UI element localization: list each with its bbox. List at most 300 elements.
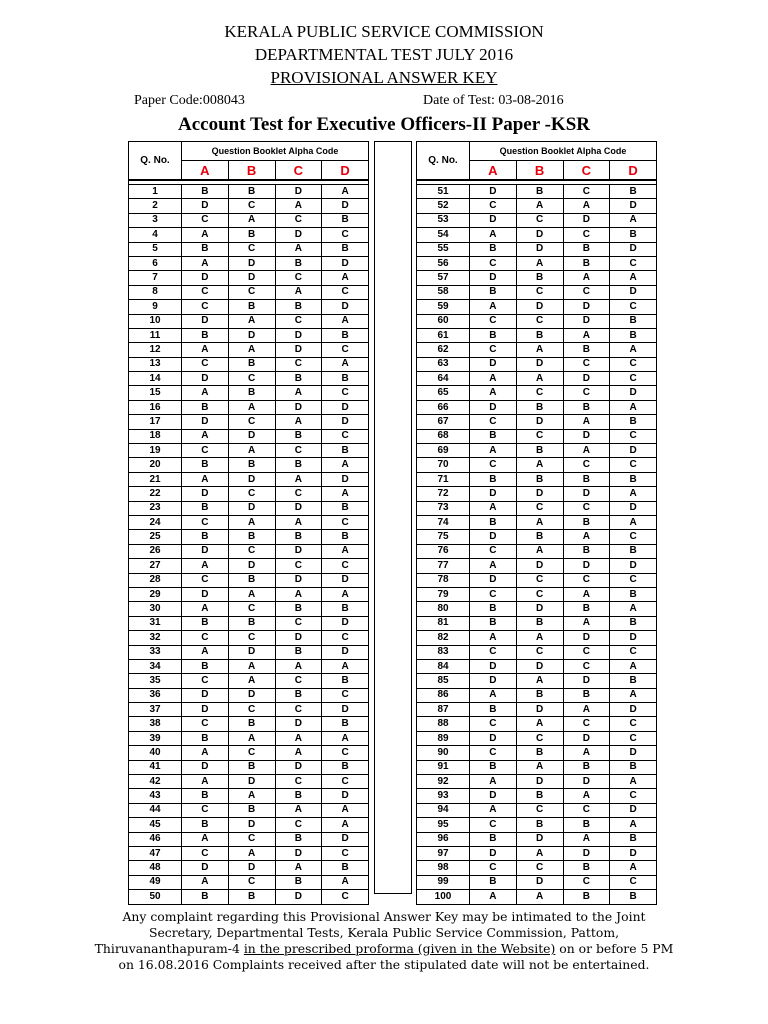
answer-cell: D xyxy=(563,559,610,573)
answer-cell: D xyxy=(275,185,322,199)
answer-cell: A xyxy=(610,213,657,227)
question-number: 64 xyxy=(417,372,470,386)
answer-cell: B xyxy=(275,789,322,803)
answer-cell: A xyxy=(563,271,610,285)
question-number: 97 xyxy=(417,846,470,860)
answer-cell: D xyxy=(516,875,563,889)
table-row xyxy=(417,717,657,731)
answer-cell: B xyxy=(470,429,517,443)
table-row xyxy=(417,803,657,817)
answer-cell: D xyxy=(470,185,517,199)
answer-cell: A xyxy=(516,674,563,688)
answer-cell: B xyxy=(322,242,369,256)
answer-cell: C xyxy=(322,846,369,860)
question-number: 61 xyxy=(417,328,470,342)
question-number: 2 xyxy=(129,199,182,213)
answer-cell: D xyxy=(228,271,275,285)
answer-cell: D xyxy=(182,587,229,601)
answer-cell: B xyxy=(228,717,275,731)
answer-cell: C xyxy=(228,875,275,889)
question-number: 43 xyxy=(129,789,182,803)
answer-cell: D xyxy=(563,213,610,227)
answer-cell: B xyxy=(228,530,275,544)
answer-cell: C xyxy=(322,429,369,443)
table-row xyxy=(129,328,369,342)
table-row xyxy=(129,386,369,400)
answer-cell: D xyxy=(516,487,563,501)
answer-cell: B xyxy=(516,472,563,486)
answer-cell: A xyxy=(610,602,657,616)
table-row xyxy=(417,400,657,414)
answer-cell: D xyxy=(470,731,517,745)
question-number: 3 xyxy=(129,213,182,227)
answer-cell: B xyxy=(610,472,657,486)
answer-cell: D xyxy=(228,645,275,659)
answer-cell: D xyxy=(228,559,275,573)
answer-cell: B xyxy=(470,875,517,889)
question-number: 82 xyxy=(417,631,470,645)
answer-cell: A xyxy=(228,314,275,328)
answer-cell: C xyxy=(182,357,229,371)
answer-cell: B xyxy=(275,300,322,314)
answer-cell: D xyxy=(563,487,610,501)
answer-cell: A xyxy=(182,228,229,242)
question-number: 1 xyxy=(129,185,182,199)
answer-cell: D xyxy=(228,688,275,702)
answer-cell: C xyxy=(275,487,322,501)
table-row xyxy=(129,890,369,904)
answer-cell: B xyxy=(322,530,369,544)
answer-cell: B xyxy=(610,832,657,846)
table-row xyxy=(129,400,369,414)
answer-cell: B xyxy=(516,530,563,544)
answer-cell: D xyxy=(322,400,369,414)
question-number: 86 xyxy=(417,688,470,702)
answer-cell: A xyxy=(563,530,610,544)
question-number: 44 xyxy=(129,803,182,817)
question-number: 8 xyxy=(129,285,182,299)
answer-cell: D xyxy=(228,775,275,789)
table-row xyxy=(129,357,369,371)
table-row xyxy=(129,343,369,357)
answer-cell: A xyxy=(322,587,369,601)
answer-cell: D xyxy=(470,573,517,587)
answer-cell: A xyxy=(228,731,275,745)
answer-cell: C xyxy=(470,415,517,429)
answer-cell: A xyxy=(182,343,229,357)
answer-cell: B xyxy=(516,400,563,414)
question-number: 36 xyxy=(129,688,182,702)
answer-cell: A xyxy=(322,803,369,817)
question-number: 59 xyxy=(417,300,470,314)
answer-cell: A xyxy=(228,674,275,688)
answer-cell: B xyxy=(182,242,229,256)
question-number: 12 xyxy=(129,343,182,357)
question-number: 40 xyxy=(129,746,182,760)
table-row xyxy=(129,256,369,270)
answer-cell: A xyxy=(182,775,229,789)
answer-cell: A xyxy=(228,343,275,357)
table-row xyxy=(417,631,657,645)
alpha-code-letter: C xyxy=(275,161,322,181)
answer-cell: A xyxy=(563,328,610,342)
table-row xyxy=(417,444,657,458)
answer-cell: A xyxy=(275,659,322,673)
question-number: 46 xyxy=(129,832,182,846)
answer-cell: C xyxy=(563,386,610,400)
answer-cell: A xyxy=(516,458,563,472)
answer-cell: D xyxy=(275,228,322,242)
answer-cell: A xyxy=(563,746,610,760)
table-row xyxy=(129,228,369,242)
question-number: 53 xyxy=(417,213,470,227)
question-number: 66 xyxy=(417,400,470,414)
table-row xyxy=(417,271,657,285)
table-row xyxy=(417,487,657,501)
answer-cell: C xyxy=(470,746,517,760)
question-number: 60 xyxy=(417,314,470,328)
question-number: 90 xyxy=(417,746,470,760)
question-number: 93 xyxy=(417,789,470,803)
table-row xyxy=(417,372,657,386)
answer-cell: D xyxy=(516,659,563,673)
answer-cell: B xyxy=(516,328,563,342)
answer-cell: B xyxy=(563,688,610,702)
table-row xyxy=(129,271,369,285)
question-number: 91 xyxy=(417,760,470,774)
table-row xyxy=(129,875,369,889)
answer-cell: A xyxy=(610,400,657,414)
answer-cell: C xyxy=(516,861,563,875)
table-row xyxy=(129,703,369,717)
question-number: 51 xyxy=(417,185,470,199)
answer-cell: A xyxy=(275,386,322,400)
question-number: 88 xyxy=(417,717,470,731)
answer-cell: A xyxy=(470,775,517,789)
answer-cell: D xyxy=(470,271,517,285)
answer-cell: D xyxy=(610,501,657,515)
answer-cell: B xyxy=(610,544,657,558)
table-row xyxy=(417,890,657,904)
answer-cell: C xyxy=(516,501,563,515)
answer-cell: B xyxy=(228,185,275,199)
table-row xyxy=(417,415,657,429)
table-row xyxy=(417,760,657,774)
answer-cell: B xyxy=(322,501,369,515)
table-row xyxy=(129,746,369,760)
question-number: 17 xyxy=(129,415,182,429)
answer-cell: B xyxy=(516,746,563,760)
answer-cell: B xyxy=(470,760,517,774)
answer-cell: D xyxy=(610,386,657,400)
table-row xyxy=(129,717,369,731)
question-number: 11 xyxy=(129,328,182,342)
answer-cell: C xyxy=(228,631,275,645)
table-row xyxy=(417,573,657,587)
answer-cell: B xyxy=(182,400,229,414)
answer-cell: C xyxy=(322,631,369,645)
answer-cell: B xyxy=(563,515,610,529)
answer-cell: C xyxy=(182,515,229,529)
answer-cell: A xyxy=(275,803,322,817)
question-number: 9 xyxy=(129,300,182,314)
answer-cell: B xyxy=(470,242,517,256)
question-number: 79 xyxy=(417,587,470,601)
answer-cell: B xyxy=(228,300,275,314)
question-number: 63 xyxy=(417,357,470,371)
answer-cell: A xyxy=(182,559,229,573)
table-row xyxy=(129,832,369,846)
answer-cell: A xyxy=(228,400,275,414)
answer-cell: D xyxy=(610,746,657,760)
table-row xyxy=(417,616,657,630)
answer-cell: C xyxy=(322,285,369,299)
table-divider xyxy=(374,141,412,894)
date-of-test: Date of Test: 03-08-2016 xyxy=(423,93,564,108)
table-row xyxy=(129,487,369,501)
answer-cell: B xyxy=(610,185,657,199)
table-row xyxy=(129,760,369,774)
question-number: 72 xyxy=(417,487,470,501)
answer-cell: B xyxy=(228,803,275,817)
answer-cell: A xyxy=(516,372,563,386)
answer-cell: D xyxy=(470,789,517,803)
answer-cell: B xyxy=(275,256,322,270)
question-number: 71 xyxy=(417,472,470,486)
table-row xyxy=(129,803,369,817)
answer-cell: B xyxy=(563,472,610,486)
question-number: 75 xyxy=(417,530,470,544)
answer-cell: D xyxy=(275,573,322,587)
answer-cell: A xyxy=(470,890,517,904)
answer-cell: A xyxy=(228,515,275,529)
question-number: 84 xyxy=(417,659,470,673)
question-number: 74 xyxy=(417,515,470,529)
table-row xyxy=(417,314,657,328)
answer-cell: C xyxy=(275,444,322,458)
answer-cell: A xyxy=(610,515,657,529)
question-number: 31 xyxy=(129,616,182,630)
table-row xyxy=(129,659,369,673)
answer-cell: C xyxy=(610,458,657,472)
table-row xyxy=(417,789,657,803)
answer-cell: D xyxy=(228,328,275,342)
answer-cell: A xyxy=(563,832,610,846)
answer-cell: A xyxy=(182,602,229,616)
question-number: 39 xyxy=(129,731,182,745)
answer-cell: D xyxy=(228,429,275,443)
answer-cell: B xyxy=(228,458,275,472)
answer-cell: C xyxy=(228,746,275,760)
answer-cell: C xyxy=(322,228,369,242)
answer-cell: B xyxy=(275,429,322,443)
answer-cell: B xyxy=(228,357,275,371)
answer-cell: B xyxy=(610,890,657,904)
answer-cell: B xyxy=(322,213,369,227)
answer-cell: A xyxy=(563,415,610,429)
question-number: 41 xyxy=(129,760,182,774)
question-number: 98 xyxy=(417,861,470,875)
question-number: 47 xyxy=(129,846,182,860)
answer-cell: C xyxy=(610,530,657,544)
answer-cell: A xyxy=(322,659,369,673)
table-row xyxy=(129,458,369,472)
table-row xyxy=(417,775,657,789)
answer-cell: C xyxy=(563,659,610,673)
answer-cell: C xyxy=(610,573,657,587)
question-number: 55 xyxy=(417,242,470,256)
answer-cell: C xyxy=(275,703,322,717)
table-row xyxy=(417,530,657,544)
table-row xyxy=(129,213,369,227)
answer-cell: B xyxy=(470,703,517,717)
answer-cell: C xyxy=(470,587,517,601)
answer-cell: C xyxy=(610,256,657,270)
answer-cell: C xyxy=(516,429,563,443)
answer-cell: D xyxy=(182,760,229,774)
table-row xyxy=(417,357,657,371)
answer-cell: A xyxy=(563,587,610,601)
table-row xyxy=(417,703,657,717)
answer-cell: B xyxy=(516,688,563,702)
answer-cell: B xyxy=(322,674,369,688)
table-row xyxy=(417,645,657,659)
alpha-code-letter: D xyxy=(322,161,369,181)
document-type xyxy=(0,68,768,88)
answer-cell: B xyxy=(563,890,610,904)
answer-cell: D xyxy=(182,199,229,213)
table-row xyxy=(417,285,657,299)
answer-cell: D xyxy=(470,487,517,501)
q-no-header: Q. No. xyxy=(417,142,470,181)
table-row xyxy=(129,674,369,688)
answer-cell: C xyxy=(563,717,610,731)
answer-cell: C xyxy=(182,803,229,817)
answer-cell: D xyxy=(563,372,610,386)
answer-cell: A xyxy=(470,372,517,386)
answer-cell: A xyxy=(322,271,369,285)
answer-cell: D xyxy=(563,731,610,745)
notice-text-2: on or before 5 PM on 16.08.2016 Complaints received after the stipulated date will not be entertained. xyxy=(118,941,674,972)
answer-cell: C xyxy=(228,285,275,299)
answer-cell: C xyxy=(322,746,369,760)
answer-cell: C xyxy=(275,314,322,328)
question-number: 56 xyxy=(417,256,470,270)
answer-cell: D xyxy=(228,256,275,270)
answer-cell: D xyxy=(322,832,369,846)
answer-cell: C xyxy=(228,703,275,717)
question-number: 92 xyxy=(417,775,470,789)
answer-cell: B xyxy=(470,328,517,342)
answer-cell: D xyxy=(610,285,657,299)
question-number: 4 xyxy=(129,228,182,242)
question-number: 32 xyxy=(129,631,182,645)
question-number: 77 xyxy=(417,559,470,573)
table-row xyxy=(129,645,369,659)
question-number: 30 xyxy=(129,602,182,616)
answer-cell: C xyxy=(275,674,322,688)
answer-cell: A xyxy=(275,285,322,299)
table-row xyxy=(129,242,369,256)
answer-cell: D xyxy=(516,242,563,256)
table-row xyxy=(417,832,657,846)
table-row xyxy=(129,199,369,213)
answer-cell: D xyxy=(322,256,369,270)
question-number: 48 xyxy=(129,861,182,875)
answer-cell: C xyxy=(563,185,610,199)
answer-cell: A xyxy=(516,631,563,645)
answer-cell: D xyxy=(322,616,369,630)
complaint-notice xyxy=(90,909,678,973)
answer-cell: C xyxy=(563,458,610,472)
table-row xyxy=(417,875,657,889)
answer-cell: B xyxy=(275,602,322,616)
q-no-header: Q. No. xyxy=(129,142,182,181)
paper-title: Account Test for Executive Officers-II Paper -KSR xyxy=(178,114,590,135)
answer-cell: B xyxy=(228,890,275,904)
answer-cell: A xyxy=(516,515,563,529)
answer-cell: C xyxy=(182,717,229,731)
alpha-code-letter: B xyxy=(516,161,563,181)
question-number: 28 xyxy=(129,573,182,587)
table-row xyxy=(129,544,369,558)
answer-cell: A xyxy=(470,501,517,515)
question-number: 80 xyxy=(417,602,470,616)
answer-cell: A xyxy=(470,228,517,242)
answer-cell: B xyxy=(275,372,322,386)
answer-cell: C xyxy=(322,775,369,789)
answer-cell: A xyxy=(182,832,229,846)
answer-cell: A xyxy=(610,659,657,673)
paper-code: Paper Code:008043 xyxy=(134,93,245,108)
answer-cell: C xyxy=(275,818,322,832)
table-row xyxy=(417,602,657,616)
answer-cell: A xyxy=(470,803,517,817)
answer-cell: C xyxy=(516,731,563,745)
answer-cell: C xyxy=(470,861,517,875)
answer-cell: A xyxy=(182,746,229,760)
answer-cell: A xyxy=(182,645,229,659)
answer-cell: B xyxy=(610,328,657,342)
answer-cell: D xyxy=(563,775,610,789)
answer-cell: A xyxy=(322,544,369,558)
question-number: 54 xyxy=(417,228,470,242)
question-number: 94 xyxy=(417,803,470,817)
answer-cell: C xyxy=(322,386,369,400)
table-row xyxy=(417,818,657,832)
answer-cell: B xyxy=(563,760,610,774)
answer-cell: D xyxy=(322,789,369,803)
answer-cell: A xyxy=(516,256,563,270)
answer-cell: A xyxy=(322,875,369,889)
table-row xyxy=(417,256,657,270)
answer-cell: A xyxy=(516,717,563,731)
answer-cell: A xyxy=(563,703,610,717)
answer-cell: D xyxy=(275,501,322,515)
answer-cell: A xyxy=(182,472,229,486)
question-number: 78 xyxy=(417,573,470,587)
question-number: 29 xyxy=(129,587,182,601)
table-row xyxy=(417,343,657,357)
question-number: 15 xyxy=(129,386,182,400)
table-row xyxy=(129,185,369,199)
answer-cell: D xyxy=(470,357,517,371)
answer-cell: D xyxy=(275,631,322,645)
question-number: 87 xyxy=(417,703,470,717)
answer-cell: C xyxy=(322,515,369,529)
answer-cell: A xyxy=(322,185,369,199)
question-number: 69 xyxy=(417,444,470,458)
